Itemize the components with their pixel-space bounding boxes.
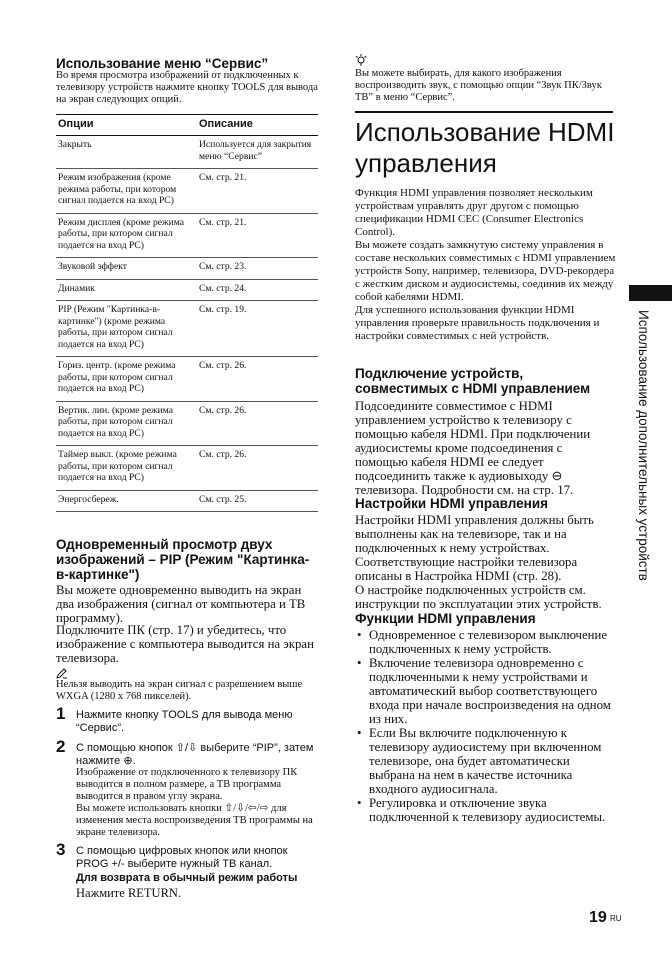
- table-row: [56, 446, 318, 491]
- option-cell: Закрыть: [56, 136, 197, 169]
- description-cell: Используется для закрытия меню “Сервис”: [197, 136, 318, 169]
- table-row: [56, 401, 318, 446]
- tip-text: Вы можете выбирать, для какого изображения воспроизводить звук, с помощью опции “Звук ПК/Звук ТВ” в меню “Сервис”.: [355, 68, 602, 103]
- connect-title: Подключение устройств, совместимых с HDMI управлением: [355, 366, 591, 396]
- options-table: [56, 114, 318, 512]
- table-row: [56, 357, 318, 402]
- hdmi-intro: Функция HDMI управления позволяет нескольким устройствам управлять друг другом с помощью спецификации HDMI CEC (Consumer Electronics Control). Вы можете создать замкнутую систему управления в составе нескольких совместимых с HDMI управлением устройств Sony, например, телевизора, DVD-рекордера с жестким диском и аудиосистемы, соединив их между собой кабелями HDMI. Для успешного использования функции HDMI управления проверьте правильность подключения и настройки совместимых с ней устройств.: [355, 187, 616, 342]
- option-cell: Режим изображения (кроме режима работы, при котором сигнал подается на вход PC): [56, 169, 197, 214]
- description-cell: См. стр. 19.: [197, 301, 318, 357]
- step-2-detail: Изображение от подключенного к телевизору ПК выводится в полном размере, а ТВ программа выводится в правом углу экрана. Вы можете использовать кнопки ⇧/⇩/⇦/⇨ для изменения места воспроизведения ТВ программы на экране телевизора.: [76, 767, 313, 838]
- options-header: Опции: [56, 115, 197, 136]
- step-2-text: С помощью кнопок ⇧/⇩ выберите “PIP”, затем нажмите ⊕.: [76, 742, 314, 767]
- pip-note: Нельзя выводить на экран сигнал с разрешением выше WXGA (1280 x 768 пикселей).: [56, 679, 303, 702]
- connect-text: Подсоедините совместимое с HDMI управлением устройство к телевизору с помощью кабеля HDMI. При подключении аудиосистемы кроме подсоединения с помощью кабеля HDMI ее следует подсоединить также к аудиовыходу ⊖ телевизора. Подробности см. на стр. 17.: [355, 399, 591, 497]
- description-cell: См. стр. 26.: [197, 401, 318, 446]
- description-cell: См. стр. 26.: [197, 357, 318, 402]
- table-row: [56, 279, 318, 301]
- settings-text: Настройки HDMI управления должны быть выполнены как на телевизоре, так и на подключенных к нему устройствах. Соответствующие настройки телевизора описаны в Настройка HDMI (стр. 28). О настройке подключенных устройств см. инструкции по эксплуатации этих устройств.: [355, 513, 602, 611]
- section-rule: [355, 111, 613, 113]
- table-row: [56, 136, 318, 169]
- table-row: [56, 301, 318, 357]
- step-3-text: С помощью цифровых кнопок или кнопок PROG +/- выберите нужный ТВ канал.: [76, 845, 288, 870]
- note-pencil-icon: [56, 666, 68, 678]
- pip-p1: Вы можете одновременно выводить на экран два изображения (сигнал от компьютера и ТВ программу).: [56, 583, 306, 625]
- option-cell: Режим дисплея (кроме режима работы, при котором сигнал подается на вход PC): [56, 213, 197, 258]
- settings-title: Настройки HDMI управления: [355, 496, 548, 511]
- description-cell: См. стр. 24.: [197, 279, 318, 301]
- pip-p2: Подключите ПК (стр. 17) и убедитесь, что изображение с компьютера выводится на экран телевизора.: [56, 623, 314, 665]
- option-cell: Вертик. лин. (кроме режима работы, при котором сигнал подается на вход PC): [56, 401, 197, 446]
- side-tab-label: Использование дополнительных устройств: [636, 310, 651, 581]
- list-item: • Если Вы включите подключенную к телевизору аудиосистему при включенном телевизоре, она будет автоматически выбрана на нем в качестве источника входного аудиосигнала.: [355, 726, 617, 796]
- functions-title: Функции HDMI управления: [355, 611, 536, 626]
- return-text: Нажмите RETURN.: [76, 886, 182, 900]
- service-menu-title: Использование меню “Сервис”: [56, 56, 269, 71]
- step-1-number: 1: [56, 704, 66, 723]
- pip-title: Одновременный просмотр двух изображений – PIP (Режим "Картинка-в-картинке"): [56, 537, 310, 582]
- side-tab-marker: [629, 285, 672, 301]
- description-cell: См. стр. 23.: [197, 258, 318, 280]
- option-cell: Энергосбереж.: [56, 490, 197, 512]
- hdmi-title: Использование HDMI управления: [355, 117, 615, 178]
- description-cell: См. стр. 21.: [197, 213, 318, 258]
- step-1-text: Нажмите кнопку TOOLS для вывода меню “Сервис”.: [76, 709, 293, 734]
- list-item: • Одновременное с телевизором выключение подключенных к нему устройств.: [355, 628, 617, 656]
- description-header: Описание: [197, 115, 318, 136]
- table-row: [56, 213, 318, 258]
- option-cell: Таймер выкл. (кроме режима работы, при котором сигнал подается на вход PC): [56, 446, 197, 491]
- service-menu-intro: Во время просмотра изображений от подключенных к телевизору устройств нажмите кнопку TOOLS для вывода на экран следующих опций.: [56, 70, 318, 105]
- description-cell: См. стр. 21.: [197, 169, 318, 214]
- page-lang: RU: [610, 914, 622, 923]
- description-cell: См. стр. 25.: [197, 490, 318, 512]
- table-row: [56, 258, 318, 280]
- list-item: • Включение телевизора одновременно с подключенными к нему устройствами и автоматический выбор соответствующего входа при начале воспроизведения на одном из них.: [355, 656, 617, 726]
- page-number: 19: [589, 909, 607, 926]
- option-cell: Гориз. центр. (кроме режима работы, при котором сигнал подается на вход PC): [56, 357, 197, 402]
- step-3-number: 3: [56, 840, 66, 859]
- step-2-number: 2: [56, 737, 66, 756]
- table-row: [56, 169, 318, 214]
- return-title: Для возврата в обычный режим работы: [76, 872, 298, 884]
- option-cell: Звуковой эффект: [56, 258, 197, 280]
- tip-lightbulb-icon: [355, 54, 367, 68]
- description-cell: См. стр. 26.: [197, 446, 318, 491]
- list-item: • Регулировка и отключение звука подключенной к телевизору аудиосистемы.: [355, 796, 617, 824]
- table-row: [56, 490, 318, 512]
- option-cell: PIP (Режим "Картинка-в-картинке") (кроме режима работы, при котором сигнал подается на вход PC): [56, 301, 197, 357]
- functions-list: [355, 628, 617, 824]
- option-cell: Динамик: [56, 279, 197, 301]
